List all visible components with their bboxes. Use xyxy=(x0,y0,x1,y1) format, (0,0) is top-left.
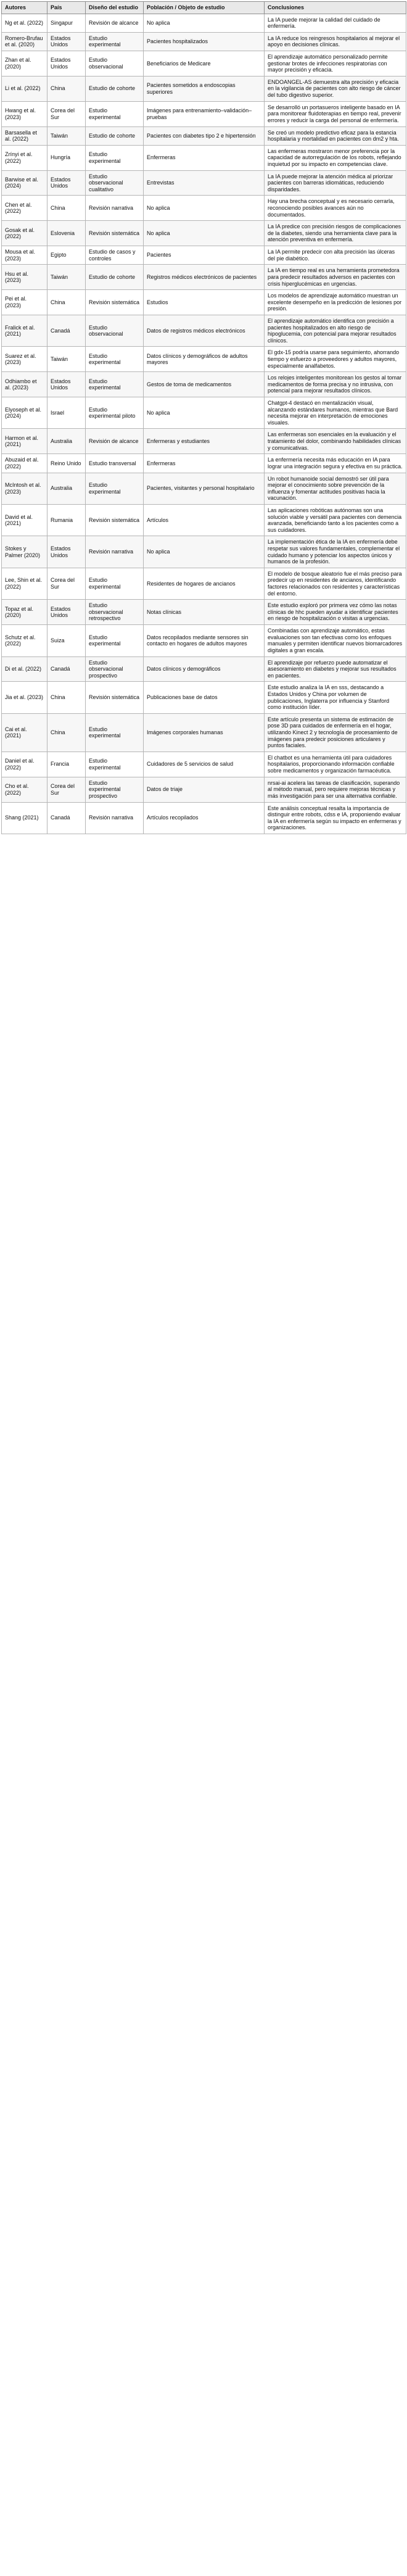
table-row xyxy=(2,429,406,454)
cell-diseno: Estudio experimental xyxy=(86,372,144,397)
cell-poblacion: Pacientes xyxy=(144,246,265,265)
cell-poblacion: Registros médicos electrónicos de pacientes xyxy=(144,265,265,290)
cell-poblacion: Artículos recopilados xyxy=(144,802,265,834)
cell-conclusiones: La IA en tiempo real es una herramienta prometedora para predecir resultados adversos en pacientes con crisis hiperglucémicas en urgencias. xyxy=(265,265,406,290)
cell-pais: Rumania xyxy=(47,504,86,536)
cell-poblacion: Enfermeras xyxy=(144,145,265,170)
cell-diseno: Estudio experimental xyxy=(86,473,144,504)
cell-autores: Li et al. (2022) xyxy=(2,76,47,101)
cell-conclusiones: El gdx-15 podría usarse para seguimiento, ahorrando tiempo y esfuerzo a proveedores y adultos mayores, especialmente analfabetos. xyxy=(265,347,406,372)
table-row xyxy=(2,600,406,625)
cell-pais: Reino Unido xyxy=(47,454,86,473)
cell-conclusiones: Este artículo presenta un sistema de estimación de pose 3D para cuidados de enfermería en el hogar, utilizando Kinect 2 y tecnología de procesamiento de imágenes para predecir posiciones articulares y puntos faciales. xyxy=(265,713,406,752)
cell-poblacion: Entrevistas xyxy=(144,170,265,196)
studies-table xyxy=(1,1,406,834)
cell-pais: Singapur xyxy=(47,14,86,32)
table-row xyxy=(2,246,406,265)
cell-autores: Odhiambo et al. (2023) xyxy=(2,372,47,397)
cell-diseno: Estudio experimental xyxy=(86,713,144,752)
cell-poblacion: Enfermeras xyxy=(144,454,265,473)
cell-autores: Mousa et al. (2023) xyxy=(2,246,47,265)
cell-diseno: Estudio de cohorte xyxy=(86,265,144,290)
cell-pais: Francia xyxy=(47,752,86,777)
header-diseno: Diseño del estudio xyxy=(86,2,144,14)
cell-autores: Zrínyi et al. (2022) xyxy=(2,145,47,170)
cell-poblacion: Artículos xyxy=(144,504,265,536)
table-row xyxy=(2,397,406,429)
cell-poblacion: No aplica xyxy=(144,397,265,429)
cell-pais: Corea del Sur xyxy=(47,777,86,802)
cell-conclusiones: El aprendizaje automático personalizado permite gestionar brotes de infecciones respiratorias con mayor precisión y eficacia. xyxy=(265,51,406,77)
table-row xyxy=(2,473,406,504)
cell-pais: Estados Unidos xyxy=(47,600,86,625)
cell-poblacion: No aplica xyxy=(144,221,265,246)
cell-diseno: Estudio de cohorte xyxy=(86,76,144,101)
cell-diseno: Revisión sistemática xyxy=(86,682,144,713)
table-header xyxy=(2,2,406,14)
cell-conclusiones: Las aplicaciones robóticas autónomas son una solución viable y versátil para pacientes con demencia avanzada, beneficiando tanto a los pacientes como a sus cuidadores. xyxy=(265,504,406,536)
cell-conclusiones: La IA permite predecir con alta precisión las úlceras del pie diabético. xyxy=(265,246,406,265)
cell-conclusiones: Se creó un modelo predictivo eficaz para la estancia hospitalaria y mortalidad en pacientes con dm2 y hta. xyxy=(265,126,406,145)
header-pais: País xyxy=(47,2,86,14)
cell-conclusiones: nrsai-ai acelera las tareas de clasificación, superando al método manual, pero requiere mejoras técnicas y más investigación para ser una alternativa confiable. xyxy=(265,777,406,802)
table-row xyxy=(2,315,406,346)
cell-poblacion: No aplica xyxy=(144,196,265,221)
header-conclusiones: Conclusiones xyxy=(265,2,406,14)
cell-autores: Zhan et al. (2020) xyxy=(2,51,47,77)
cell-autores: Cho et al. (2022) xyxy=(2,777,47,802)
cell-diseno: Estudio observacional retrospectivo xyxy=(86,600,144,625)
cell-pais: Taiwán xyxy=(47,126,86,145)
cell-autores: Lee, Shin et al. (2022) xyxy=(2,568,47,599)
cell-pais: Australia xyxy=(47,429,86,454)
header-autores: Autores xyxy=(2,2,47,14)
cell-poblacion: Pacientes con diabetes tipo 2 e hipertensión xyxy=(144,126,265,145)
table-row xyxy=(2,656,406,682)
cell-diseno: Revisión sistemática xyxy=(86,504,144,536)
cell-poblacion: Imágenes corporales humanas xyxy=(144,713,265,752)
table-row xyxy=(2,625,406,656)
cell-pais: China xyxy=(47,290,86,315)
cell-autores: Abuzaid et al. (2022) xyxy=(2,454,47,473)
cell-conclusiones: Un robot humanoide social demostró ser útil para mejorar el conocimiento sobre prevención de la influenza y fomentar actitudes positivas hacia la vacunación. xyxy=(265,473,406,504)
cell-poblacion: Pacientes hospitalizados xyxy=(144,32,265,51)
table-row xyxy=(2,170,406,196)
cell-pais: Canadá xyxy=(47,802,86,834)
cell-pais: Taiwán xyxy=(47,265,86,290)
cell-autores: Barwise et al. (2024) xyxy=(2,170,47,196)
cell-autores: Barsasella et al. (2022) xyxy=(2,126,47,145)
table-row xyxy=(2,504,406,536)
cell-diseno: Estudio experimental xyxy=(86,568,144,599)
cell-diseno: Estudio de cohorte xyxy=(86,126,144,145)
cell-conclusiones: El modelo de bosque aleatorio fue el más preciso para predecir up en residentes de ancianos, identificando factores relacionados con residentes y características del entorno. xyxy=(265,568,406,599)
cell-autores: Jia et al. (2023) xyxy=(2,682,47,713)
cell-autores: Topaz et al. (2020) xyxy=(2,600,47,625)
cell-diseno: Estudio observacional prospectivo xyxy=(86,656,144,682)
cell-pais: Suiza xyxy=(47,625,86,656)
table-row xyxy=(2,101,406,126)
table-row xyxy=(2,568,406,599)
cell-pais: Estados Unidos xyxy=(47,170,86,196)
cell-diseno: Estudio experimental xyxy=(86,32,144,51)
cell-autores: Suarez et al. (2023) xyxy=(2,347,47,372)
cell-pais: Estados Unidos xyxy=(47,372,86,397)
cell-diseno: Estudio observacional xyxy=(86,51,144,77)
cell-diseno: Estudio transversal xyxy=(86,454,144,473)
table-row xyxy=(2,290,406,315)
table-row xyxy=(2,372,406,397)
cell-poblacion: Cuidadores de 5 servicios de salud xyxy=(144,752,265,777)
table-row xyxy=(2,802,406,834)
cell-conclusiones: Este estudio exploró por primera vez cómo las notas clínicas de hhc pueden ayudar a identificar pacientes en riesgo de hospitalización o visitas a urgencias. xyxy=(265,600,406,625)
cell-autores: Chen et al. (2022) xyxy=(2,196,47,221)
cell-pais: Estados Unidos xyxy=(47,32,86,51)
cell-poblacion: No aplica xyxy=(144,14,265,32)
cell-conclusiones: La IA puede mejorar la calidad del cuidado de enfermería. xyxy=(265,14,406,32)
cell-pais: Corea del Sur xyxy=(47,101,86,126)
cell-diseno: Revisión narrativa xyxy=(86,196,144,221)
cell-poblacion: Notas clínicas xyxy=(144,600,265,625)
cell-autores: Harmon et al. (2021) xyxy=(2,429,47,454)
table-row xyxy=(2,713,406,752)
cell-conclusiones: La implementación ética de la IA en enfermería debe respetar sus valores fundamentales, complementar el cuidado humano y potenciar los aspectos únicos y humanos de la profesión. xyxy=(265,536,406,568)
cell-autores: Schutz et al. (2022) xyxy=(2,625,47,656)
cell-pais: Egipto xyxy=(47,246,86,265)
header-row xyxy=(2,2,406,14)
cell-pais: China xyxy=(47,682,86,713)
cell-conclusiones: Las enfermeras mostraron menor preferencia por la capacidad de autorregulación de los robots, reflejando inquietud por su impacto en competencias clave. xyxy=(265,145,406,170)
cell-conclusiones: La enfermería necesita más educación en IA para lograr una integración segura y efectiva en su práctica. xyxy=(265,454,406,473)
cell-diseno: Estudio experimental xyxy=(86,145,144,170)
table-body xyxy=(2,14,406,834)
cell-pais: Taiwán xyxy=(47,347,86,372)
cell-pais: Israel xyxy=(47,397,86,429)
cell-autores: Shang (2021) xyxy=(2,802,47,834)
cell-diseno: Estudio experimental xyxy=(86,625,144,656)
cell-autores: Hsu et al. (2023) xyxy=(2,265,47,290)
cell-conclusiones: La IA puede mejorar la atención médica al priorizar pacientes con barreras idiomáticas, reduciendo disparidades. xyxy=(265,170,406,196)
cell-poblacion: Gestos de toma de medicamentos xyxy=(144,372,265,397)
cell-pais: Corea del Sur xyxy=(47,568,86,599)
cell-pais: Canadá xyxy=(47,656,86,682)
cell-diseno: Estudio experimental xyxy=(86,347,144,372)
cell-poblacion: Enfermeras y estudiantes xyxy=(144,429,265,454)
cell-autores: Stokes y Palmer (2020) xyxy=(2,536,47,568)
table-row xyxy=(2,145,406,170)
cell-conclusiones: La IA predice con precisión riesgos de complicaciones de la diabetes, siendo una herramienta clave para la atención preventiva en enfermería. xyxy=(265,221,406,246)
cell-conclusiones: Combinadas con aprendizaje automático, estas evaluaciones son tan efectivas como los enfoques manuales y permiten identificar nuevos biomarcadores digitales a gran escala. xyxy=(265,625,406,656)
cell-conclusiones: Hay una brecha conceptual y es necesario cerrarla, reconociendo posibles avances aún no documentados. xyxy=(265,196,406,221)
cell-poblacion: Residentes de hogares de ancianos xyxy=(144,568,265,599)
cell-poblacion: Pacientes sometidos a endoscopias superiores xyxy=(144,76,265,101)
table-row xyxy=(2,347,406,372)
cell-poblacion: Datos recopilados mediante sensores sin contacto en hogares de adultos mayores xyxy=(144,625,265,656)
cell-conclusiones: Este análisis conceptual resalta la importancia de distinguir entre robots, cdss e IA, proponiendo evaluar la IA en enfermería según su impacto en enfermeras y organizaciones. xyxy=(265,802,406,834)
cell-poblacion: Imágenes para entrenamiento–validación–pruebas xyxy=(144,101,265,126)
cell-pais: China xyxy=(47,713,86,752)
cell-diseno: Revisión narrativa xyxy=(86,536,144,568)
cell-poblacion: Publicaciones base de datos xyxy=(144,682,265,713)
cell-diseno: Revisión narrativa xyxy=(86,802,144,834)
cell-diseno: Estudio de casos y controles xyxy=(86,246,144,265)
cell-pais: Australia xyxy=(47,473,86,504)
table-row xyxy=(2,536,406,568)
header-poblacion: Población / Objeto de estudio xyxy=(144,2,265,14)
cell-conclusiones: Los modelos de aprendizaje automático muestran un excelente desempeño en la predicción de lesiones por presión. xyxy=(265,290,406,315)
cell-diseno: Revisión sistemática xyxy=(86,221,144,246)
cell-autores: Ng et al. (2022) xyxy=(2,14,47,32)
cell-diseno: Estudio observacional cualitativo xyxy=(86,170,144,196)
cell-poblacion: Datos clínicos y demográficos xyxy=(144,656,265,682)
cell-poblacion: Datos clínicos y demográficos de adultos mayores xyxy=(144,347,265,372)
cell-diseno: Revisión de alcance xyxy=(86,429,144,454)
cell-conclusiones: El aprendizaje automático identifica con precisión a pacientes hospitalizados en alto riesgo de hipoglucemia, con potencial para mejorar resultados clínicos. xyxy=(265,315,406,346)
table-row xyxy=(2,777,406,802)
cell-poblacion: Estudios xyxy=(144,290,265,315)
cell-autores: Elyoseph et al. (2024) xyxy=(2,397,47,429)
cell-autores: McIntosh et al. (2023) xyxy=(2,473,47,504)
cell-autores: Fralick et al. (2021) xyxy=(2,315,47,346)
cell-diseno: Estudio experimental xyxy=(86,101,144,126)
cell-conclusiones: Los relojes inteligentes monitorean los gestos al tomar medicamentos de forma precisa y no intrusiva, con potencial para mejorar resultados clínicos. xyxy=(265,372,406,397)
cell-poblacion: Datos de registros médicos electrónicos xyxy=(144,315,265,346)
table-row xyxy=(2,14,406,32)
cell-autores: Gosak et al. (2022) xyxy=(2,221,47,246)
cell-conclusiones: Se desarrolló un portasueros inteligente basado en IA para monitorear fluidoterapias en tiempo real, prevenir errores y reducir la carga del personal de enfermería. xyxy=(265,101,406,126)
table-row xyxy=(2,221,406,246)
cell-autores: Hwang et al. (2023) xyxy=(2,101,47,126)
cell-autores: David et al. (2021) xyxy=(2,504,47,536)
cell-pais: Eslovenia xyxy=(47,221,86,246)
table-row xyxy=(2,76,406,101)
cell-autores: Di et al. (2022) xyxy=(2,656,47,682)
cell-diseno: Estudio experimental piloto xyxy=(86,397,144,429)
cell-diseno: Revisión sistemática xyxy=(86,290,144,315)
cell-pais: Hungría xyxy=(47,145,86,170)
cell-pais: China xyxy=(47,196,86,221)
cell-autores: Cai et al. (2021) xyxy=(2,713,47,752)
table-row xyxy=(2,265,406,290)
cell-conclusiones: La IA reduce los reingresos hospitalarios al mejorar el apoyo en decisiones clínicas. xyxy=(265,32,406,51)
table-row xyxy=(2,32,406,51)
cell-diseno: Estudio experimental prospectivo xyxy=(86,777,144,802)
cell-poblacion: Datos de triaje xyxy=(144,777,265,802)
cell-conclusiones: Chatgpt-4 destacó en mentalización visual, alcanzando estándares humanos, mientras que Bard necesita mejorar en interpretación de emociones visuales. xyxy=(265,397,406,429)
table-row xyxy=(2,126,406,145)
cell-conclusiones: El aprendizaje por refuerzo puede automatizar el asesoramiento en diabetes y mejorar sus resultados en pacientes. xyxy=(265,656,406,682)
cell-poblacion: Beneficiarios de Medicare xyxy=(144,51,265,77)
cell-autores: Romero-Brufau et al. (2020) xyxy=(2,32,47,51)
table-row xyxy=(2,196,406,221)
cell-conclusiones: El chatbot es una herramienta útil para cuidadores hospitalarios, proporcionando información confiable sobre medicamentos y organización farmacéutica. xyxy=(265,752,406,777)
table-row xyxy=(2,454,406,473)
cell-conclusiones: Las enfermeras son esenciales en la evaluación y el tratamiento del dolor, combinando habilidades clínicas y comunicativas. xyxy=(265,429,406,454)
cell-diseno: Estudio experimental xyxy=(86,752,144,777)
cell-conclusiones: Este estudio analiza la IA en sss, destacando a Estados Unidos y China por volumen de publicaciones, Inglaterra por influencia y Stanford como institución líder. xyxy=(265,682,406,713)
table-row xyxy=(2,682,406,713)
table-row xyxy=(2,51,406,77)
cell-diseno: Revisión de alcance xyxy=(86,14,144,32)
cell-poblacion: Pacientes, visitantes y personal hospitalario xyxy=(144,473,265,504)
table-row xyxy=(2,752,406,777)
cell-pais: Estados Unidos xyxy=(47,536,86,568)
cell-autores: Pei et al. (2023) xyxy=(2,290,47,315)
cell-conclusiones: ENDOANGEL-AS demuestra alta precisión y eficacia en la vigilancia de pacientes con alto riesgo de cáncer del tubo digestivo superior. xyxy=(265,76,406,101)
cell-autores: Daniel et al. (2022) xyxy=(2,752,47,777)
cell-pais: China xyxy=(47,76,86,101)
cell-diseno: Estudio observacional xyxy=(86,315,144,346)
cell-poblacion: No aplica xyxy=(144,536,265,568)
cell-pais: Estados Unidos xyxy=(47,51,86,77)
cell-pais: Canadá xyxy=(47,315,86,346)
